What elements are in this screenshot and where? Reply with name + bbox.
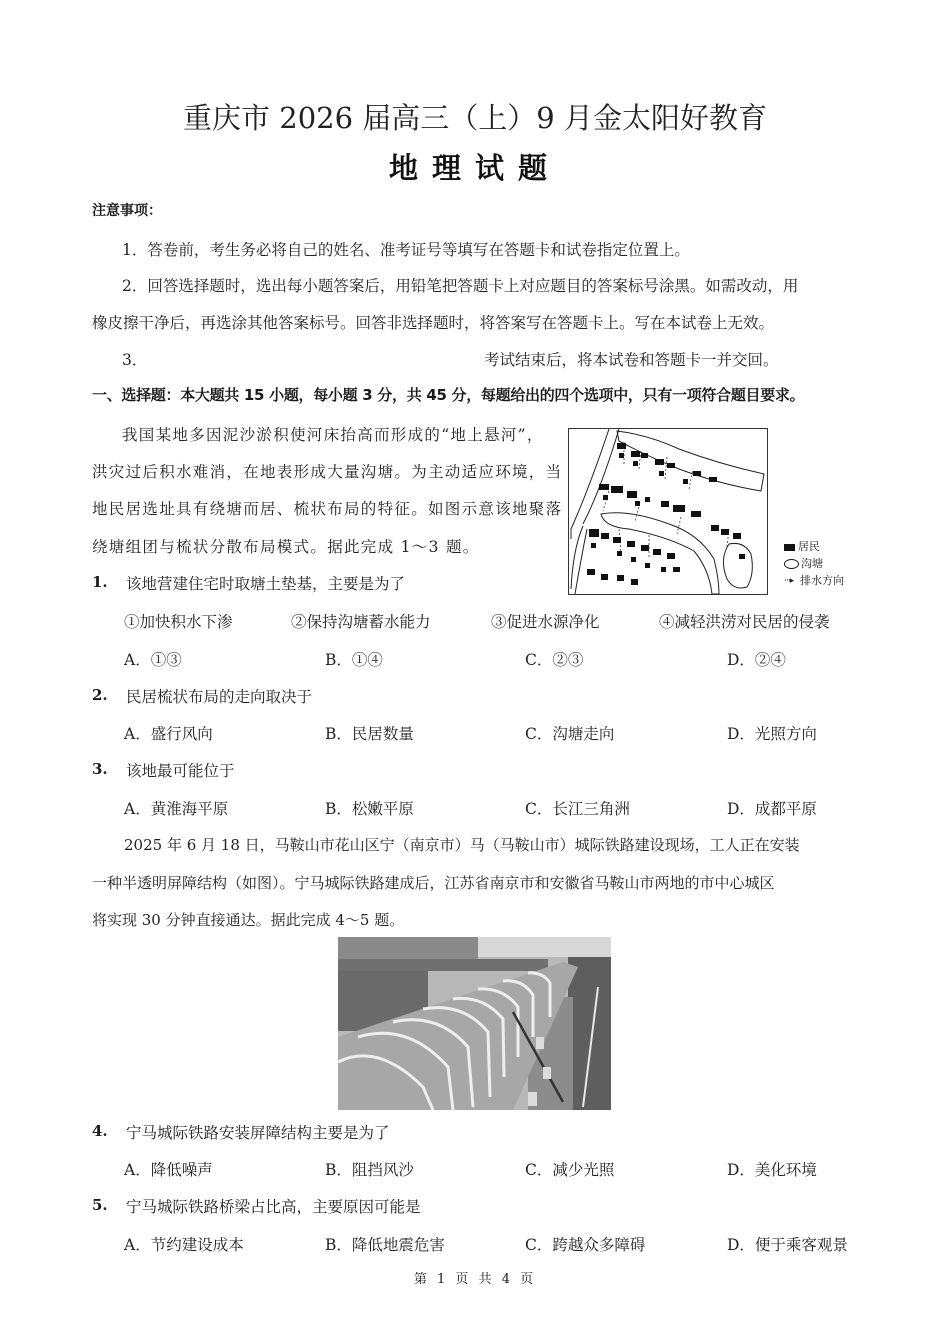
notice-heading: 注意事项： <box>92 203 162 219</box>
q3-option-d[interactable]: D．成都平原 <box>727 800 817 818</box>
q2-option-a[interactable]: A．盛行风向 <box>124 725 213 743</box>
question-1-stem: 该地营建住宅时取塘土垫基，主要是为了 <box>126 575 406 593</box>
settlement-map-illustration <box>569 429 767 594</box>
q4-option-d[interactable]: D．美化环境 <box>727 1161 817 1179</box>
q1-statement-3: ③促进水源净化 <box>491 613 600 631</box>
question-5-stem: 宁马城际铁路桥梁占比高，主要原因可能是 <box>126 1198 421 1216</box>
q1-option-c[interactable]: C．②③ <box>525 651 584 669</box>
exam-subject-title: 地理试题 <box>388 151 561 185</box>
question-4-number: 4. <box>92 1122 108 1140</box>
question-3-number: 3. <box>92 760 108 778</box>
page-number: 第 1 页 共 4 页 <box>413 1272 537 1287</box>
exam-title: 重庆市 2026 届高三（上）9 月金太阳好教育 <box>183 101 767 135</box>
q2-option-b[interactable]: B．民居数量 <box>325 725 414 743</box>
question-3-stem: 该地最可能位于 <box>126 762 235 780</box>
passage1-line-3: 地民居选址具有绕塘而居、梳状布局的特征。如图示意该地聚落 <box>92 500 563 518</box>
q1-option-b[interactable]: B．①④ <box>325 651 383 669</box>
q4-option-c[interactable]: C．减少光照 <box>525 1161 615 1179</box>
settlement-map-figure <box>568 428 768 595</box>
railway-barrier-photo-illustration <box>338 937 611 1110</box>
question-2-number: 2. <box>92 686 108 704</box>
notice-item-2: 2．回答选择题时，选出每小题答案后，用铅笔把答题卡上对应题目的答案标号涂黑。如需改动，用 <box>122 277 799 295</box>
passage1-line-2: 洪灾过后积水难消，在地表形成大量沟塘。为主动适应环境，当 <box>92 463 563 481</box>
legend-item-pond: 沟塘 <box>784 555 844 572</box>
question-2-stem: 民居梳状布局的走向取决于 <box>126 688 313 706</box>
q1-statement-1: ①加快积水下渗 <box>124 613 233 631</box>
passage1-line-4: 绕塘组团与梳状分散布局模式。据此完成 1～3 题。 <box>92 538 480 556</box>
q1-option-a[interactable]: A．①③ <box>124 651 182 669</box>
passage1-line-1: 我国某地多因泥沙淤积使河床抬高而形成的“地上悬河”， <box>122 426 544 444</box>
legend-item-residence: 居民 <box>784 538 844 555</box>
notice-item-1: 1．答卷前，考生务必将自己的姓名、准考证号等填写在答题卡和试卷指定位置上。 <box>122 241 690 259</box>
passage2-line-1: 2025 年 6 月 18 日，马鞍山市花山区宁（南京市）马（马鞍山市）城际铁路建设现场，工人正在安装 <box>124 836 800 854</box>
notice-item-3: 考试结束后，将本试卷和答题卡一并交回。 <box>484 351 779 369</box>
dashed-arrow-icon: ···▸ <box>784 575 794 586</box>
q3-option-b[interactable]: B．松嫩平原 <box>325 800 414 818</box>
q4-option-a[interactable]: A．降低噪声 <box>124 1161 213 1179</box>
section-heading: 一、选择题：本大题共 15 小题，每小题 3 分，共 45 分，每题给出的四个选项中，只有一项符合题目要求。 <box>92 386 805 404</box>
notice-item-2-cont: 橡皮擦干净后，再选涂其他答案标号。回答非选择题时，将答案写在答题卡上。写在本试卷上无效。 <box>92 314 775 332</box>
q5-option-a[interactable]: A．节约建设成本 <box>124 1236 244 1254</box>
passage2-line-3: 将实现 30 分钟直接通达。据此完成 4～5 题。 <box>92 911 405 929</box>
map-legend <box>784 538 844 590</box>
q2-option-c[interactable]: C．沟塘走向 <box>525 725 615 743</box>
q1-option-d[interactable]: D．②④ <box>727 651 786 669</box>
q5-option-b[interactable]: B．降低地震危害 <box>325 1236 445 1254</box>
q3-option-c[interactable]: C．长江三角洲 <box>525 800 630 818</box>
legend-item-drainage: ···▸ 排水方向 <box>784 572 844 590</box>
q4-option-b[interactable]: B．阻挡风沙 <box>325 1161 414 1179</box>
question-4-stem: 宁马城际铁路安装屏障结构主要是为了 <box>126 1124 390 1142</box>
question-1-number: 1. <box>92 573 108 591</box>
q5-option-c[interactable]: C．跨越众多障碍 <box>525 1236 646 1254</box>
q5-option-d[interactable]: D．便于乘客观景 <box>727 1236 848 1254</box>
railway-barrier-photo <box>338 937 611 1110</box>
pond-oval-icon <box>784 559 799 569</box>
q1-statement-4: ④减轻洪涝对民居的侵袭 <box>659 613 830 631</box>
passage2-line-2: 一种半透明屏障结构（如图）。宁马城际铁路建成后，江苏省南京市和安徽省马鞍山市两地的市中心城区 <box>92 874 775 892</box>
q2-option-d[interactable]: D．光照方向 <box>727 725 817 743</box>
notice-item-3-num: 3． <box>122 351 148 369</box>
question-5-number: 5. <box>92 1196 108 1214</box>
q1-statement-2: ②保持沟塘蓄水能力 <box>291 613 431 631</box>
residence-swatch-icon <box>784 544 795 551</box>
q3-option-a[interactable]: A．黄淮海平原 <box>124 800 229 818</box>
